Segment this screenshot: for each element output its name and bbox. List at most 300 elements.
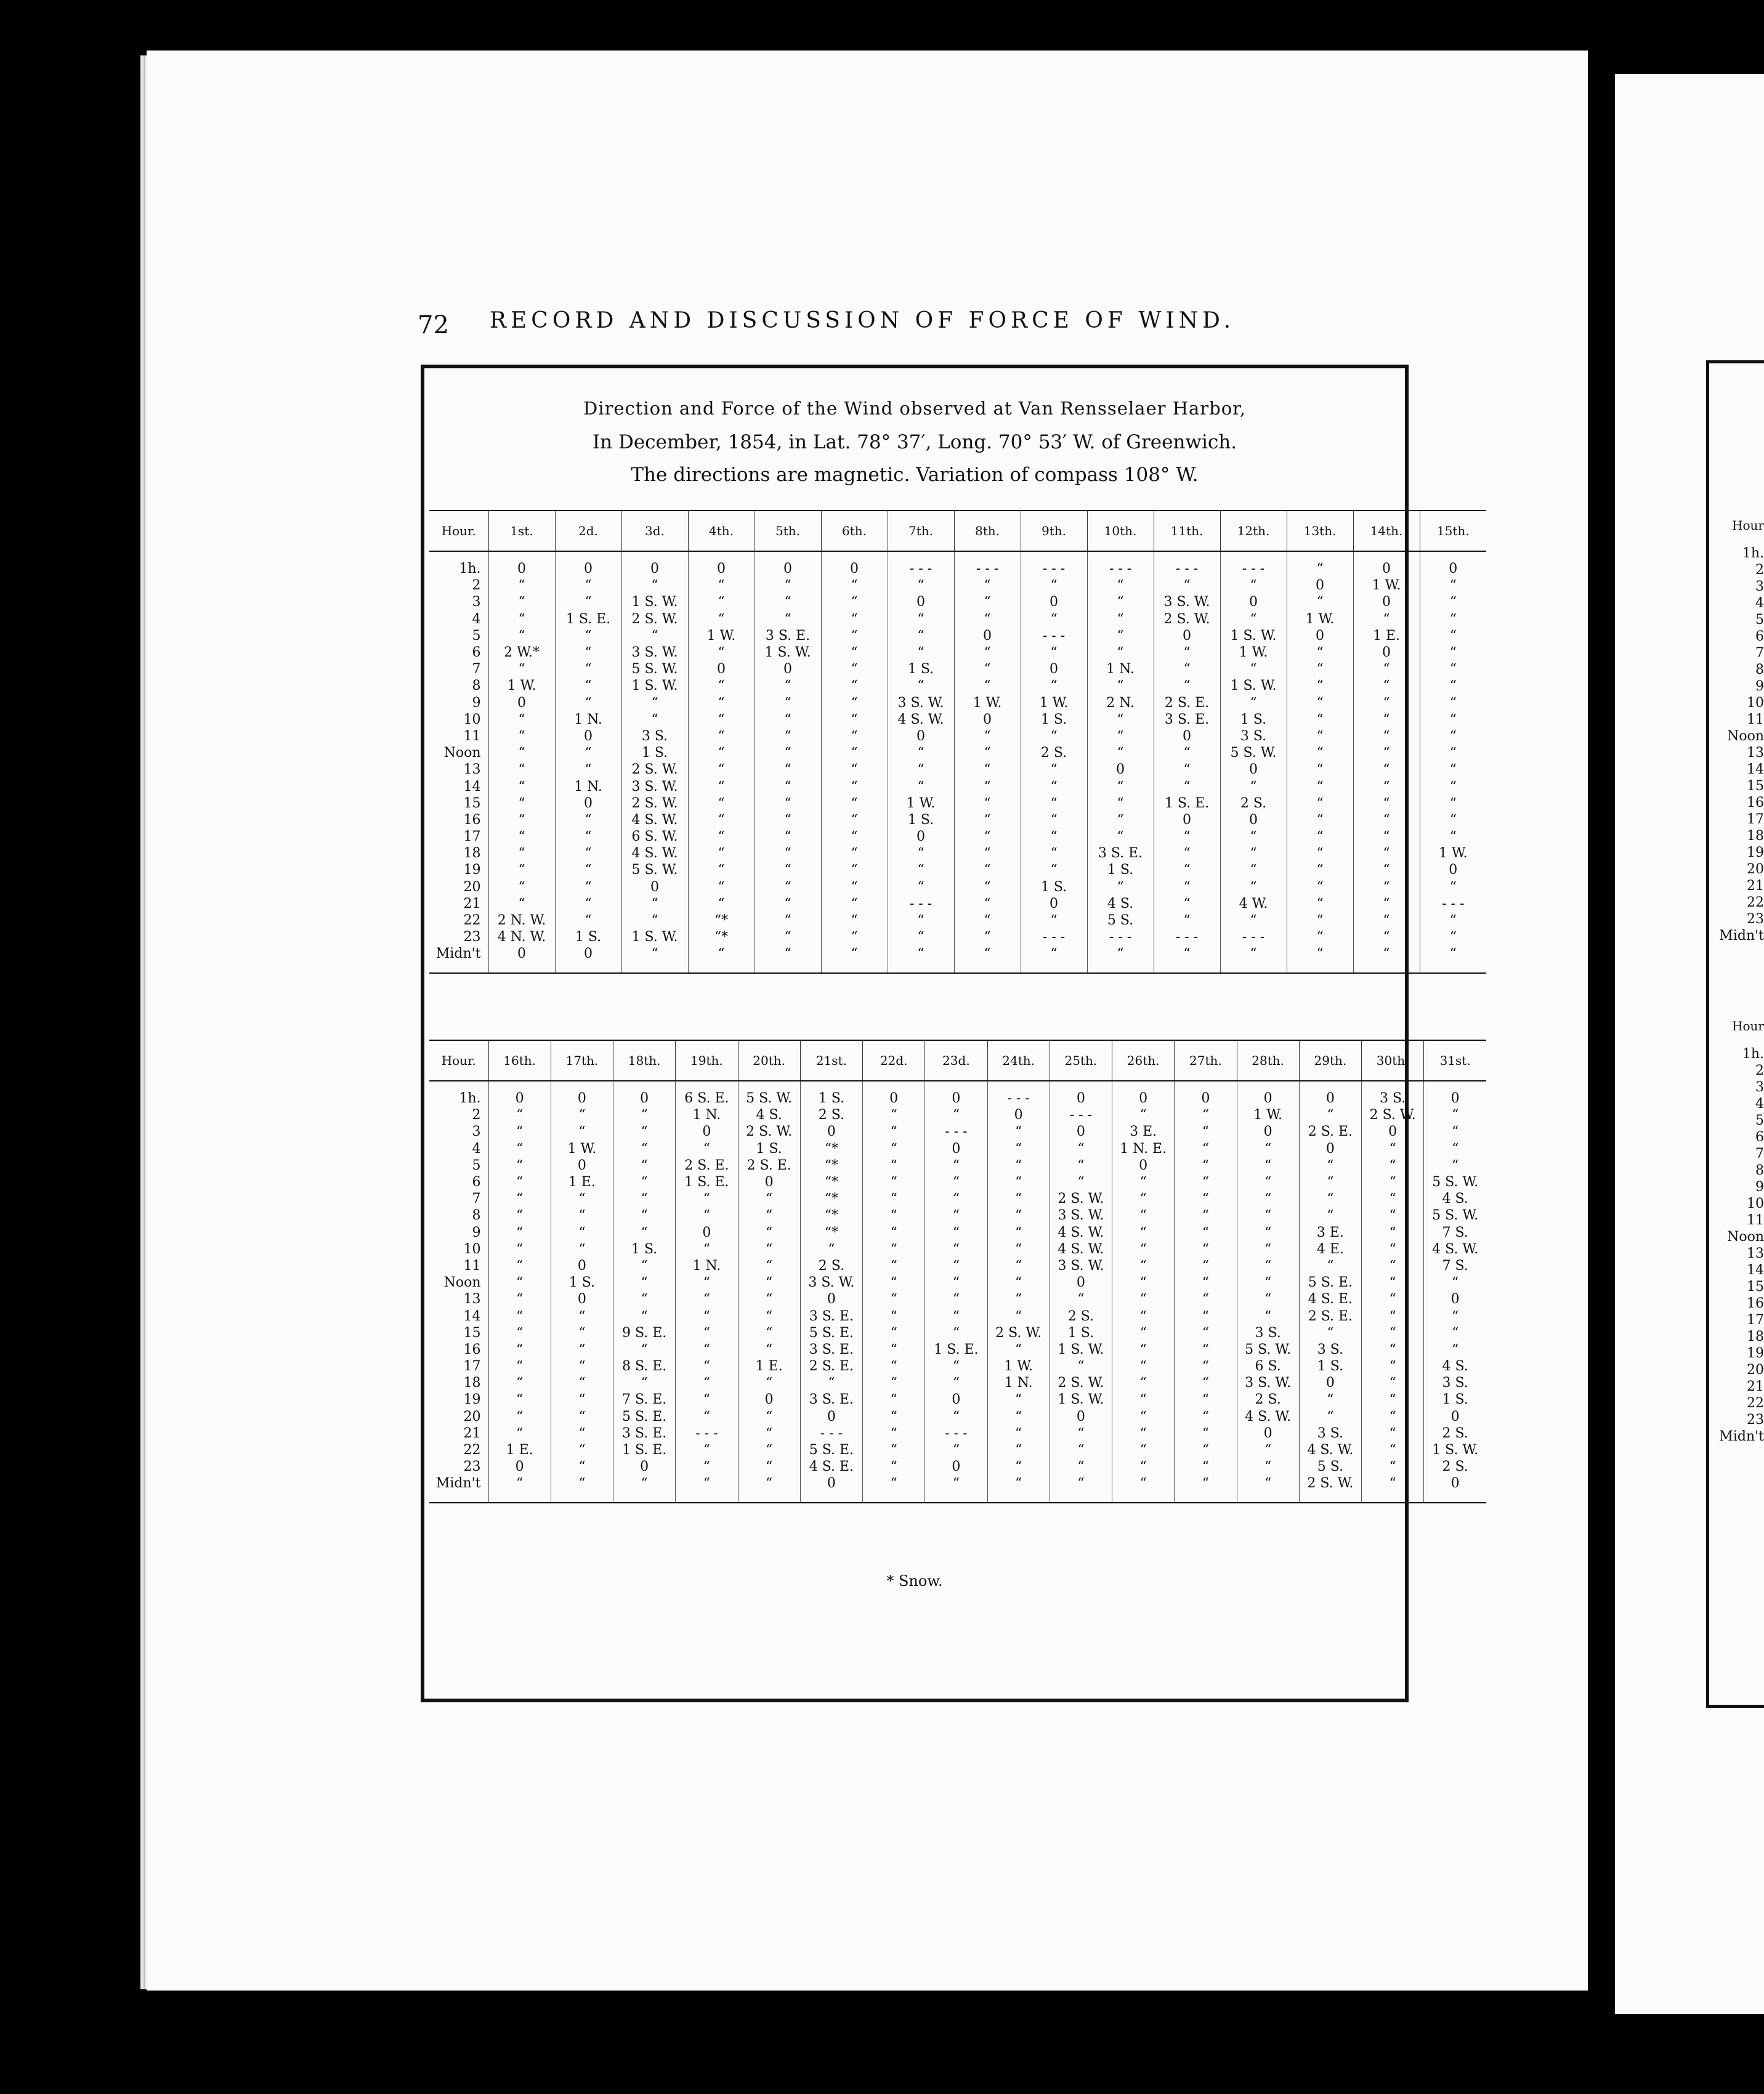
wind-cell: “ [555,695,621,711]
wind-cell: “ [1087,628,1154,644]
wind-cell: “ [821,828,888,845]
wind-cell: “ [1021,912,1087,929]
wind-cell: “ [1175,1123,1237,1140]
hour-label: 11 [463,1258,481,1274]
wind-cell: “ [1087,577,1154,594]
wind-cell: “ [1154,945,1220,972]
wind-cell: “ [551,1409,613,1425]
wind-cell: 0 [488,1081,551,1107]
table-row [429,1458,1486,1475]
wind-cell: 1 W. [1287,611,1353,628]
wind-cell: - - - [1420,895,1486,912]
wind-cell: “ [888,945,954,972]
wind-cell: - - - [1087,929,1154,945]
wind-cell: “ [755,611,821,628]
wind-cell: - - - [1021,929,1087,945]
wind-cell: “ [488,1141,551,1157]
wind-cell: 4 S. W. [1050,1241,1112,1258]
right-page-hour-label: 11 [1747,1213,1764,1228]
wind-cell: 7 S. E. [613,1391,676,1408]
wind-cell: 0 [954,711,1021,728]
wind-cell: 1 E. [738,1358,800,1375]
wind-cell: “ [1021,845,1087,862]
wind-cell: “ [1154,761,1220,778]
wind-cell: “ [551,1107,613,1123]
wind-cell: 0 [1050,1081,1112,1107]
wind-cell: “ [1220,879,1287,895]
wind-cell: “ [821,862,888,878]
wind-cell: “ [925,1107,987,1123]
wind-cell: “ [1362,1325,1424,1341]
wind-cell: 2 W.* [488,644,555,661]
wind-cell: “ [1287,812,1353,828]
wind-cell: 3 S. W. [800,1274,862,1291]
right-page-hour-label: 2 [1755,1063,1764,1078]
wind-cell: “ [925,1475,987,1502]
wind-cell: 2 S. W. [1299,1475,1361,1502]
right-page-hour-label: 3 [1755,579,1764,594]
wind-cell: “ [888,761,954,778]
wind-cell: 4 S. W. [888,711,954,728]
wind-cell: “ [488,1274,551,1291]
caption-title: Direction and Force of the Wind observed at Van Rensselaer Harbor, [583,398,1247,419]
wind-cell: “ [1299,1325,1361,1341]
wind-cell: 9 S. E. [613,1325,676,1341]
wind-cell: 0 [987,1107,1050,1123]
hour-label: Midn't [435,1476,481,1492]
wind-table-days-1-15 [429,510,1486,974]
wind-cell: “ [863,1308,925,1324]
wind-cell: “ [1175,1442,1237,1458]
wind-cell: 0 [1299,1141,1361,1157]
wind-cell: “ [1112,1458,1175,1475]
wind-cell: “ [1021,828,1087,845]
hour-label: 11 [463,728,481,744]
table-row [429,1123,1486,1140]
wind-cell: “ [1287,594,1353,610]
wind-cell: “ [1237,1475,1299,1502]
wind-cell: “ [863,1475,925,1502]
wind-cell: “ [613,1341,676,1358]
wind-cell: “ [1237,1191,1299,1207]
day-column-header: 11th. [1154,511,1220,551]
day-column-header: 31st. [1424,1040,1486,1081]
wind-cell: 0 [1154,812,1220,828]
right-page-hour-label: 3 [1755,1080,1764,1095]
table-row [429,677,1486,694]
wind-cell: “ [755,695,821,711]
wind-cell: “ [1220,845,1287,862]
wind-cell: 0 [621,879,688,895]
wind-cell: 4 W. [1220,895,1287,912]
wind-cell: “ [888,845,954,862]
wind-cell: 0 [925,1081,987,1107]
wind-cell: 1 W. [1420,845,1486,862]
wind-cell: 3 S. [1237,1325,1299,1341]
table-row [429,577,1486,594]
wind-cell: “ [1237,1241,1299,1258]
wind-cell: “ [1087,745,1154,761]
wind-cell: “ [954,728,1021,745]
wind-cell: 2 S. E. [800,1358,862,1375]
wind-cell: “ [1087,677,1154,694]
wind-cell: “ [1021,611,1087,628]
wind-cell: “ [488,761,555,778]
wind-cell: “ [1237,1274,1299,1291]
wind-cell: 0 [1021,895,1087,912]
wind-cell: “ [821,728,888,745]
wind-cell: “ [488,1174,551,1191]
wind-cell: “ [925,1308,987,1324]
wind-cell: “ [688,778,755,794]
wind-cell: “ [863,1341,925,1358]
table-row [429,1224,1486,1241]
wind-cell: 1 S. [621,745,688,761]
wind-cell: “ [1021,577,1087,594]
wind-cell: “ [1420,828,1486,845]
hour-label: 14 [463,1308,481,1324]
wind-cell: “ [1175,1141,1237,1157]
wind-cell: “ [488,661,555,677]
wind-cell: 2 S. [1220,795,1287,812]
right-page-hour-label: 9 [1755,679,1764,694]
wind-cell: 0 [488,945,555,972]
wind-cell: 5 S. [1299,1458,1361,1475]
wind-cell: “ [1112,1358,1175,1375]
hour-label: 2 [472,1107,481,1123]
wind-cell: 2 S. W. [987,1325,1050,1341]
wind-cell: 1 E. [488,1442,551,1458]
day-column-header: 9th. [1021,511,1087,551]
wind-cell: “ [1087,611,1154,628]
running-head: RECORD AND DISCUSSION OF FORCE OF WIND. [489,308,1236,333]
table-row [429,1174,1486,1191]
right-page-hour-label: 5 [1755,1113,1764,1128]
wind-cell: “ [1420,611,1486,628]
wind-cell: “ [1112,1325,1175,1341]
wind-cell: “ [688,745,755,761]
wind-cell: “ [488,577,555,594]
wind-cell: “ [1287,795,1353,812]
wind-cell: “ [1362,1375,1424,1391]
wind-cell: 1 W. [1353,577,1420,594]
wind-cell: “ [1353,912,1420,929]
wind-cell: “ [954,845,1021,862]
day-column-header: 28th. [1237,1040,1299,1081]
wind-cell: 1 N. [555,778,621,794]
wind-cell: “ [925,1241,987,1258]
wind-cell: “ [555,745,621,761]
wind-cell: 3 S. [1220,728,1287,745]
wind-cell: “ [1237,1207,1299,1224]
wind-cell: 1 S. W. [1220,677,1287,694]
wind-cell: “ [1087,594,1154,610]
right-page-hour-label: 18 [1747,1329,1764,1344]
wind-cell: 3 S. W. [1050,1207,1112,1224]
wind-cell: “ [1353,945,1420,972]
wind-cell: “ [1175,1341,1237,1358]
wind-cell: “ [863,1274,925,1291]
wind-cell: 0 [488,695,555,711]
right-page-hour-label: 5 [1755,612,1764,628]
wind-cell: “ [1175,1325,1237,1341]
wind-cell: 2 N. W. [488,912,555,929]
wind-cell: “ [1087,778,1154,794]
wind-cell: “ [925,1157,987,1174]
wind-cell: 5 S. E. [1299,1274,1361,1291]
day-column-header: 20th. [738,1040,800,1081]
wind-cell: “ [1021,644,1087,661]
wind-cell: “ [863,1375,925,1391]
wind-cell: 0 [551,1081,613,1107]
wind-cell: “ [488,1224,551,1241]
wind-cell: “ [1287,711,1353,728]
wind-cell: “ [954,828,1021,845]
wind-cell: 3 E. [1299,1224,1361,1241]
right-page-hour-label: 19 [1747,1346,1764,1361]
wind-cell: “ [1112,1274,1175,1291]
right-page-hour-label: 15 [1747,778,1764,794]
wind-cell: “ [1420,661,1486,677]
wind-cell: 0 [1362,1123,1424,1140]
wind-cell: “ [551,1241,613,1258]
wind-cell: “ [1362,1291,1424,1308]
wind-cell: “ [488,611,555,628]
wind-cell: 4 S. W. [1424,1241,1486,1258]
wind-cell: - - - [1021,551,1087,577]
wind-cell: “ [954,661,1021,677]
wind-cell: - - - [925,1123,987,1140]
wind-cell: “ [1175,1391,1237,1408]
wind-cell: “ [1220,778,1287,794]
wind-cell: “ [688,644,755,661]
right-page-hour-label: 10 [1747,1196,1764,1211]
wind-cell: “ [1362,1341,1424,1358]
wind-cell: 5 S. W. [738,1081,800,1107]
wind-cell: “ [755,862,821,878]
wind-cell: 0 [1050,1123,1112,1140]
wind-cell: “ [821,628,888,644]
table-row [429,1409,1486,1425]
wind-cell: - - - [925,1425,987,1442]
wind-cell: “ [1087,828,1154,845]
wind-cell: 5 S. W. [1220,745,1287,761]
wind-cell: “ [863,1191,925,1207]
wind-cell: 0 [555,795,621,812]
wind-cell: “ [688,895,755,912]
wind-cell: 5 S. W. [621,862,688,878]
wind-cell: “ [755,812,821,828]
wind-cell: “ [1154,677,1220,694]
wind-cell: 2 S. E. [738,1157,800,1174]
wind-cell: “ [1420,945,1486,972]
wind-cell: “ [1287,929,1353,945]
hour-label: 4 [472,611,481,627]
wind-cell: 0 [488,551,555,577]
wind-cell: “ [755,845,821,862]
wind-cell: “ [1021,795,1087,812]
wind-cell: “ [954,745,1021,761]
hour-label: 4 [472,1141,481,1157]
wind-cell: “ [621,711,688,728]
wind-cell: “ [987,1308,1050,1324]
wind-cell: “ [1237,1141,1299,1157]
wind-cell: 4 S. W. [1237,1409,1299,1425]
wind-cell: “ [987,1258,1050,1274]
wind-cell: “ [1021,778,1087,794]
wind-cell: “ [551,1308,613,1324]
wind-cell: “ [613,1291,676,1308]
table-row [429,611,1486,628]
wind-cell: 1 N. [555,711,621,728]
day-column-header: 26th. [1112,1040,1175,1081]
wind-cell: “ [613,1107,676,1123]
hour-label: 9 [472,695,481,711]
wind-cell: “ [551,1207,613,1224]
wind-cell: 3 S. W. [888,695,954,711]
wind-cell: “ [954,577,1021,594]
wind-cell: “ [1420,728,1486,745]
wind-cell: “ [863,1358,925,1375]
wind-cell: “ [954,862,1021,878]
wind-cell: “ [888,745,954,761]
wind-cell: 4 S. W. [621,845,688,862]
wind-cell: “ [1237,1174,1299,1191]
day-column-header: 7th. [888,511,954,551]
day-column-header: 23d. [925,1040,987,1081]
wind-cell: “ [1237,1442,1299,1458]
wind-cell: “ [488,1308,551,1324]
day-column-header: 3d. [621,511,688,551]
wind-cell: “ [488,1123,551,1140]
wind-cell: 3 S. [1362,1081,1424,1107]
wind-cell: 0 [925,1458,987,1475]
wind-cell: 1 S. W. [621,677,688,694]
wind-cell: “ [987,1274,1050,1291]
wind-cell: “ [676,1341,738,1358]
wind-cell: “ [555,628,621,644]
wind-cell: “ [551,1475,613,1502]
hour-label: 19 [463,862,481,878]
wind-cell: “ [821,812,888,828]
hour-label: 23 [463,1459,481,1475]
wind-cell: “ [738,1375,800,1391]
wind-cell: “ [863,1425,925,1442]
right-page-hour-label: 8 [1755,1163,1764,1178]
wind-cell: “ [987,1409,1050,1425]
wind-cell: “ [613,1475,676,1502]
wind-cell: “ [1021,945,1087,972]
wind-cell: “ [488,862,555,878]
wind-cell: “ [755,577,821,594]
wind-cell: “ [688,611,755,628]
wind-cell: “ [613,1375,676,1391]
wind-cell: “ [755,828,821,845]
hour-label: 17 [463,829,481,845]
right-page-hour-label: Midn't [1719,928,1764,944]
table-row [429,695,1486,711]
wind-cell: 0 [1353,644,1420,661]
wind-cell: “ [863,1107,925,1123]
wind-cell: 0 [621,551,688,577]
wind-cell: 2 S. W. [621,795,688,812]
wind-cell: “ [488,1375,551,1391]
wind-cell: “ [488,879,555,895]
wind-cell: 2 S. E. [1154,695,1220,711]
wind-cell: 0 [821,551,888,577]
wind-cell: “ [821,695,888,711]
wind-cell: 0 [1175,1081,1237,1107]
wind-cell: “ [1362,1475,1424,1502]
hour-label: 20 [463,879,481,895]
wind-cell: “ [738,1207,800,1224]
wind-cell: “ [888,929,954,945]
table-row [429,929,1486,945]
wind-cell: “ [1287,912,1353,929]
wind-cell: “ [1420,812,1486,828]
wind-cell: “ [488,1391,551,1408]
wind-cell: “ [488,1425,551,1442]
right-page-hour-label: 4 [1755,596,1764,611]
wind-cell: 0 [800,1409,862,1425]
wind-cell: “ [888,644,954,661]
table-row [429,1141,1486,1157]
wind-cell: “* [688,929,755,945]
wind-cell: “ [1021,677,1087,694]
wind-cell: “ [821,594,888,610]
wind-cell: “ [1362,1174,1424,1191]
wind-cell: “ [555,862,621,878]
wind-cell: 2 S. [1424,1425,1486,1442]
wind-cell: “ [488,1241,551,1258]
table-row [429,1425,1486,1442]
wind-cell: “ [925,1442,987,1458]
wind-cell: “ [925,1358,987,1375]
wind-cell: “ [551,1341,613,1358]
wind-cell: 3 S. W. [621,644,688,661]
table-row [429,1442,1486,1458]
wind-cell: “ [1420,912,1486,929]
wind-cell: “ [688,728,755,745]
table-row [429,912,1486,929]
wind-cell: “ [1420,761,1486,778]
wind-cell: 0 [1287,577,1353,594]
wind-cell: - - - [1154,929,1220,945]
wind-cell: “ [488,1409,551,1425]
wind-cell: “ [755,728,821,745]
wind-cell: 0 [888,728,954,745]
wind-cell: “ [1287,644,1353,661]
wind-cell: “ [488,795,555,812]
wind-cell: “ [1087,945,1154,972]
wind-cell: 0 [1087,761,1154,778]
wind-cell: “ [755,945,821,972]
wind-cell: 3 S. [1299,1425,1361,1442]
wind-cell: - - - [1050,1107,1112,1123]
wind-cell: 0 [488,1458,551,1475]
wind-cell: “ [863,1458,925,1475]
wind-cell: “ [676,1291,738,1308]
wind-cell: “ [1154,895,1220,912]
day-column-header: 29th. [1299,1040,1361,1081]
wind-cell: “ [613,1258,676,1274]
wind-cell: 3 S. W. [1154,594,1220,610]
wind-cell: 4 S. W. [1050,1224,1112,1241]
wind-cell: 2 N. [1087,695,1154,711]
wind-cell: “ [1021,728,1087,745]
wind-cell: “ [1087,879,1154,895]
wind-cell: 3 S. W. [1237,1375,1299,1391]
